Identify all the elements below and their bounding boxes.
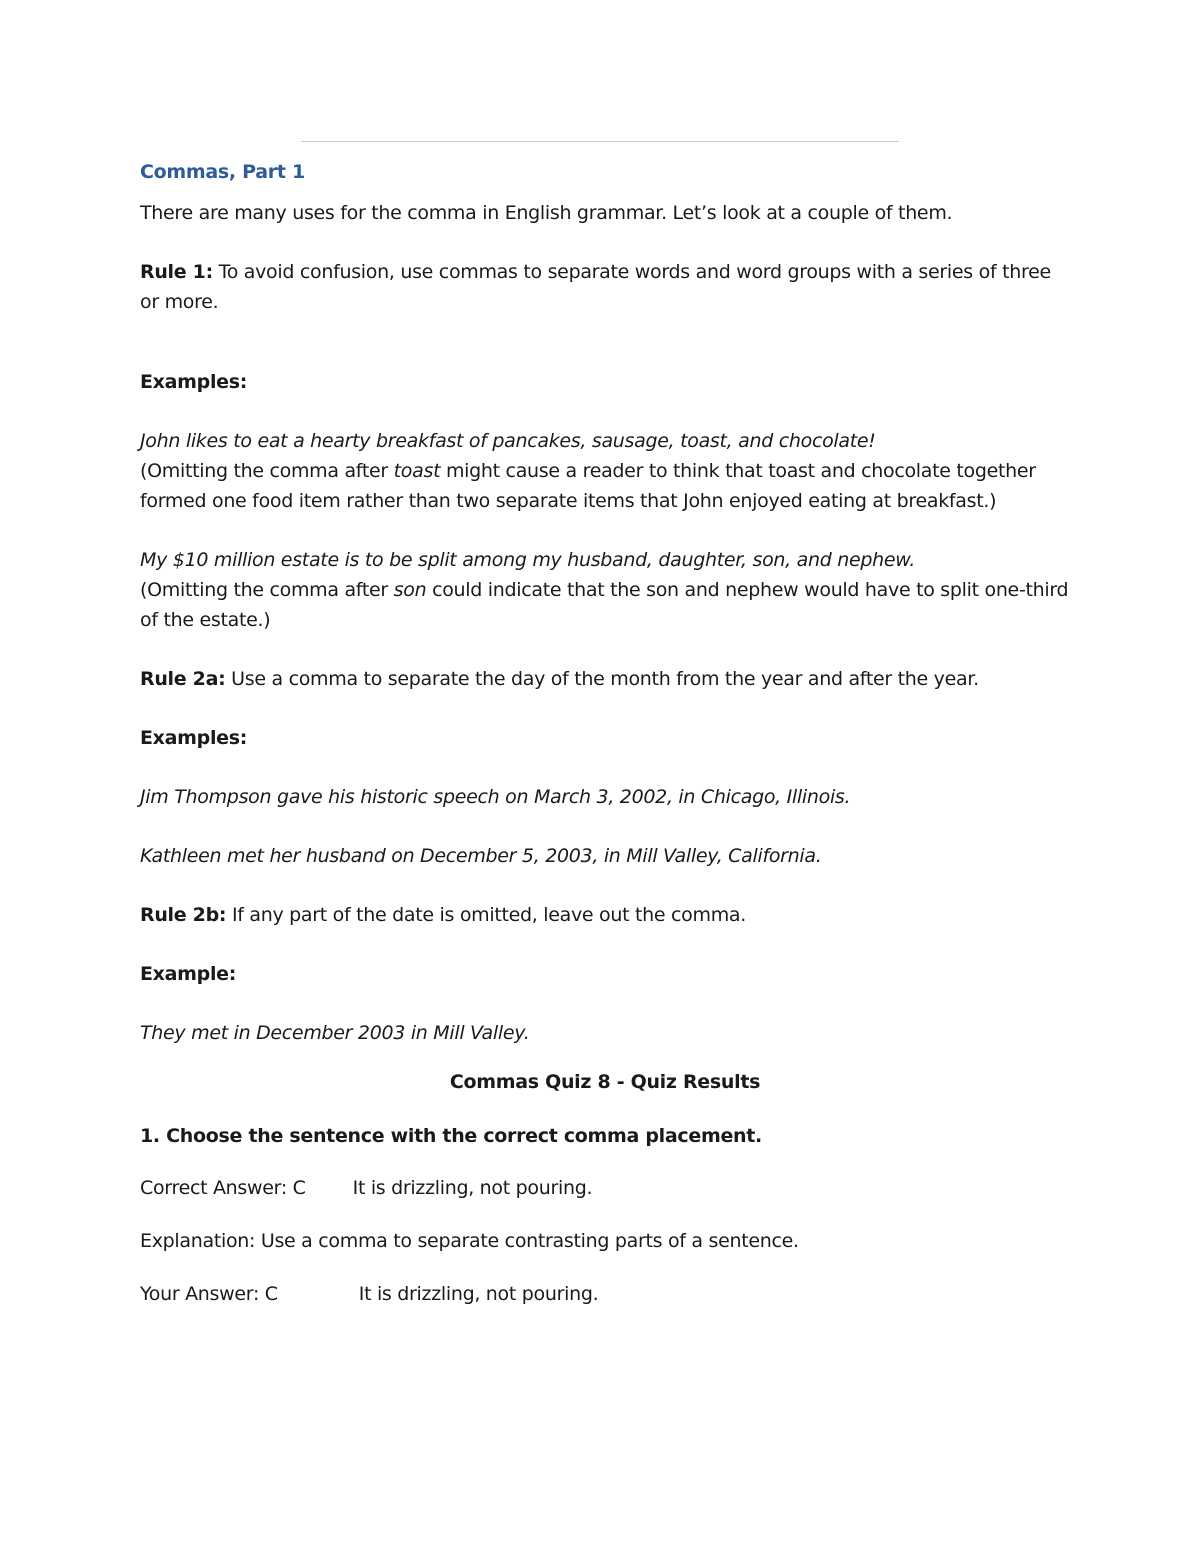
example-2-note-before: (Omitting the comma after (140, 579, 394, 601)
rule-2a-paragraph (140, 664, 1070, 694)
your-answer-label: Your Answer: C (140, 1283, 278, 1305)
example-2-note (140, 575, 1070, 635)
correct-answer-text: It is drizzling, not pouring. (352, 1177, 593, 1199)
example-2-note-word: son (393, 579, 427, 601)
explanation-text: Explanation: Use a comma to separate contrasting parts of a sentence. (140, 1230, 799, 1252)
your-answer-text: It is drizzling, not pouring. (358, 1283, 599, 1305)
example-1-note-before: (Omitting the comma after (140, 460, 394, 482)
document-body (140, 157, 1070, 1332)
rule-2b-paragraph (140, 900, 1070, 930)
intro-paragraph: There are many uses for the comma in English grammar. Let’s look at a couple of them. (140, 202, 953, 224)
rule-2a-label: Rule 2a: (140, 668, 226, 690)
rule-2a-text: Use a comma to separate the day of the month from the year and after the year. (225, 668, 979, 690)
rule-1-text: To avoid confusion, use commas to separate words and word groups with a series of three or more. (140, 261, 1051, 313)
example-1-sentence: John likes to eat a hearty breakfast of pancakes, sausage, toast, and chocolate! (140, 430, 876, 452)
correct-answer-row (140, 1173, 1070, 1203)
example-1-note-word: toast (393, 460, 441, 482)
example-1-note (140, 456, 1070, 516)
example-3-sentence: Jim Thompson gave his historic speech on March 3, 2002, in Chicago, Illinois. (140, 786, 851, 808)
rule-1-paragraph (140, 257, 1070, 317)
example-1-note-after: might cause a reader to think that toast and chocolate together formed one food item rather than two separate items that John enjoyed eating at breakfast.) (140, 460, 1036, 512)
rule-2b-label: Rule 2b: (140, 904, 227, 926)
example-4-sentence: Kathleen met her husband on December 5, 2003, in Mill Valley, California. (140, 845, 822, 867)
examples-label-1: Examples: (140, 371, 248, 393)
example-label: Example: (140, 963, 237, 985)
example-2-note-after: could indicate that the son and nephew would have to split one-third of the estate.) (140, 579, 1069, 631)
your-answer-row (140, 1279, 1070, 1309)
example-5-sentence: They met in December 2003 in Mill Valley. (140, 1022, 530, 1044)
rule-1-label: Rule 1: (140, 261, 213, 283)
example-2-sentence: My $10 million estate is to be split among my husband, daughter, son, and nephew. (140, 549, 916, 571)
examples-label-2: Examples: (140, 727, 248, 749)
section-title: Commas, Part 1 (140, 161, 305, 183)
quiz-title: Commas Quiz 8 - Quiz Results (449, 1071, 761, 1093)
rule-2b-text: If any part of the date is omitted, leave out the comma. (226, 904, 746, 926)
correct-answer-label: Correct Answer: C (140, 1177, 306, 1199)
header-divider (301, 141, 899, 142)
quiz-question: 1. Choose the sentence with the correct comma placement. (140, 1125, 762, 1147)
